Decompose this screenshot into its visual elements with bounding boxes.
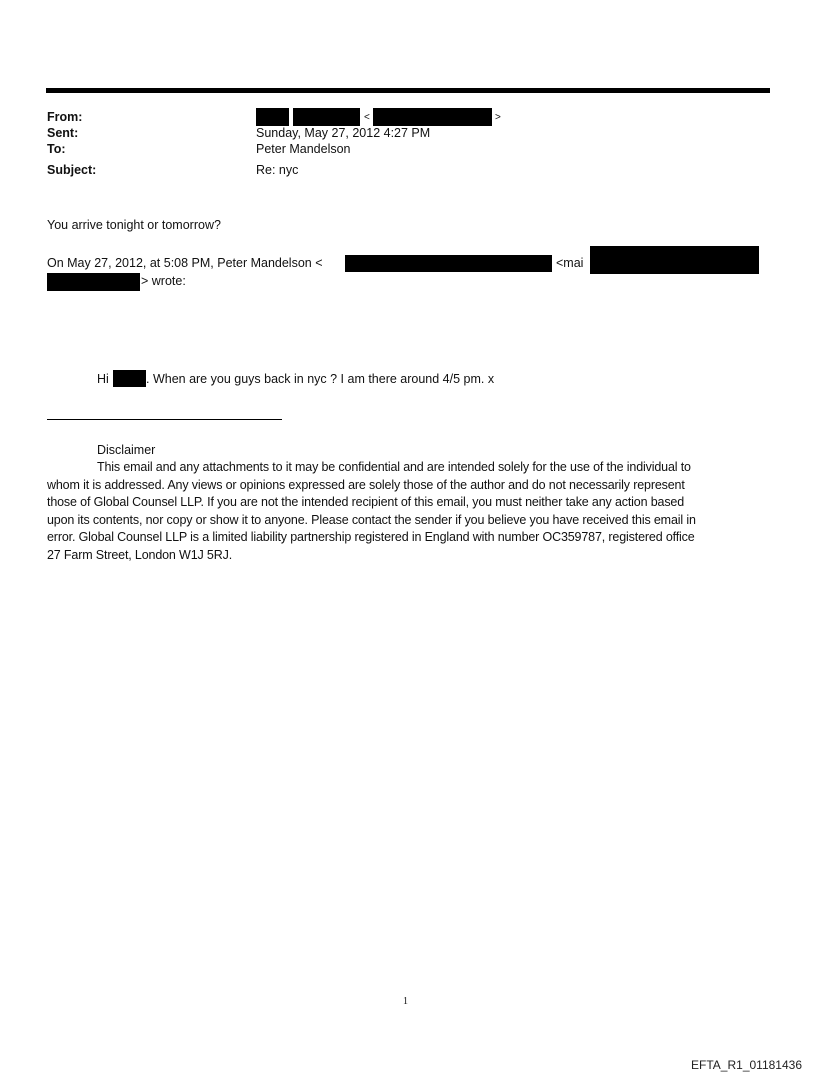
redaction	[345, 255, 552, 272]
redaction	[113, 370, 146, 387]
sent-value: Sunday, May 27, 2012 4:27 PM	[256, 126, 431, 140]
subject-value: Re: nyc	[256, 163, 299, 177]
header-rule	[46, 88, 770, 93]
disclaimer-line: whom it is addressed. Any views or opinions expressed are solely those of the author and do not necessarily represent	[47, 478, 685, 492]
disclaimer-line: those of Global Counsel LLP. If you are not the intended recipient of this email, you must neither take any action based	[47, 495, 685, 509]
quote-wrote: > wrote:	[141, 274, 186, 288]
page-number: 1	[403, 996, 408, 1007]
disclaimer-line: upon its contents, nor copy or show it to anyone. Please contact the sender if you believe you have received this email in	[47, 513, 696, 527]
to-label: To:	[47, 142, 66, 156]
disclaimer-line: 27 Farm Street, London W1J 5RJ.	[47, 548, 233, 562]
sent-label: Sent:	[47, 126, 79, 140]
reply-text: You arrive tonight or tomorrow?	[47, 218, 221, 232]
redaction	[373, 108, 492, 126]
quoted-message: . When are you guys back in nyc ? I am there around 4/5 pm. x	[146, 372, 495, 386]
disclaimer-line: error. Global Counsel LLP is a limited liability partnership registered in England with number OC359787, registered office	[47, 530, 695, 544]
redaction	[256, 108, 289, 126]
subject-label: Subject:	[47, 163, 97, 177]
redaction	[47, 273, 140, 291]
quote-mai: <mai	[556, 256, 584, 270]
disclaimer-title: Disclaimer	[97, 443, 156, 457]
quote-intro: On May 27, 2012, at 5:08 PM, Peter Mandelson <	[47, 256, 323, 270]
from-gt: >	[495, 112, 501, 123]
signature-separator	[47, 419, 282, 420]
redaction	[590, 246, 759, 274]
disclaimer-line: This email and any attachments to it may be confidential and are intended solely for the use of the individual to	[97, 460, 691, 474]
redaction	[293, 108, 360, 126]
from-label: From:	[47, 110, 83, 124]
quoted-hi: Hi	[97, 372, 109, 386]
bates-number: EFTA_R1_01181436	[691, 1058, 802, 1072]
from-lt: <	[364, 112, 370, 123]
to-value: Peter Mandelson	[256, 142, 351, 156]
